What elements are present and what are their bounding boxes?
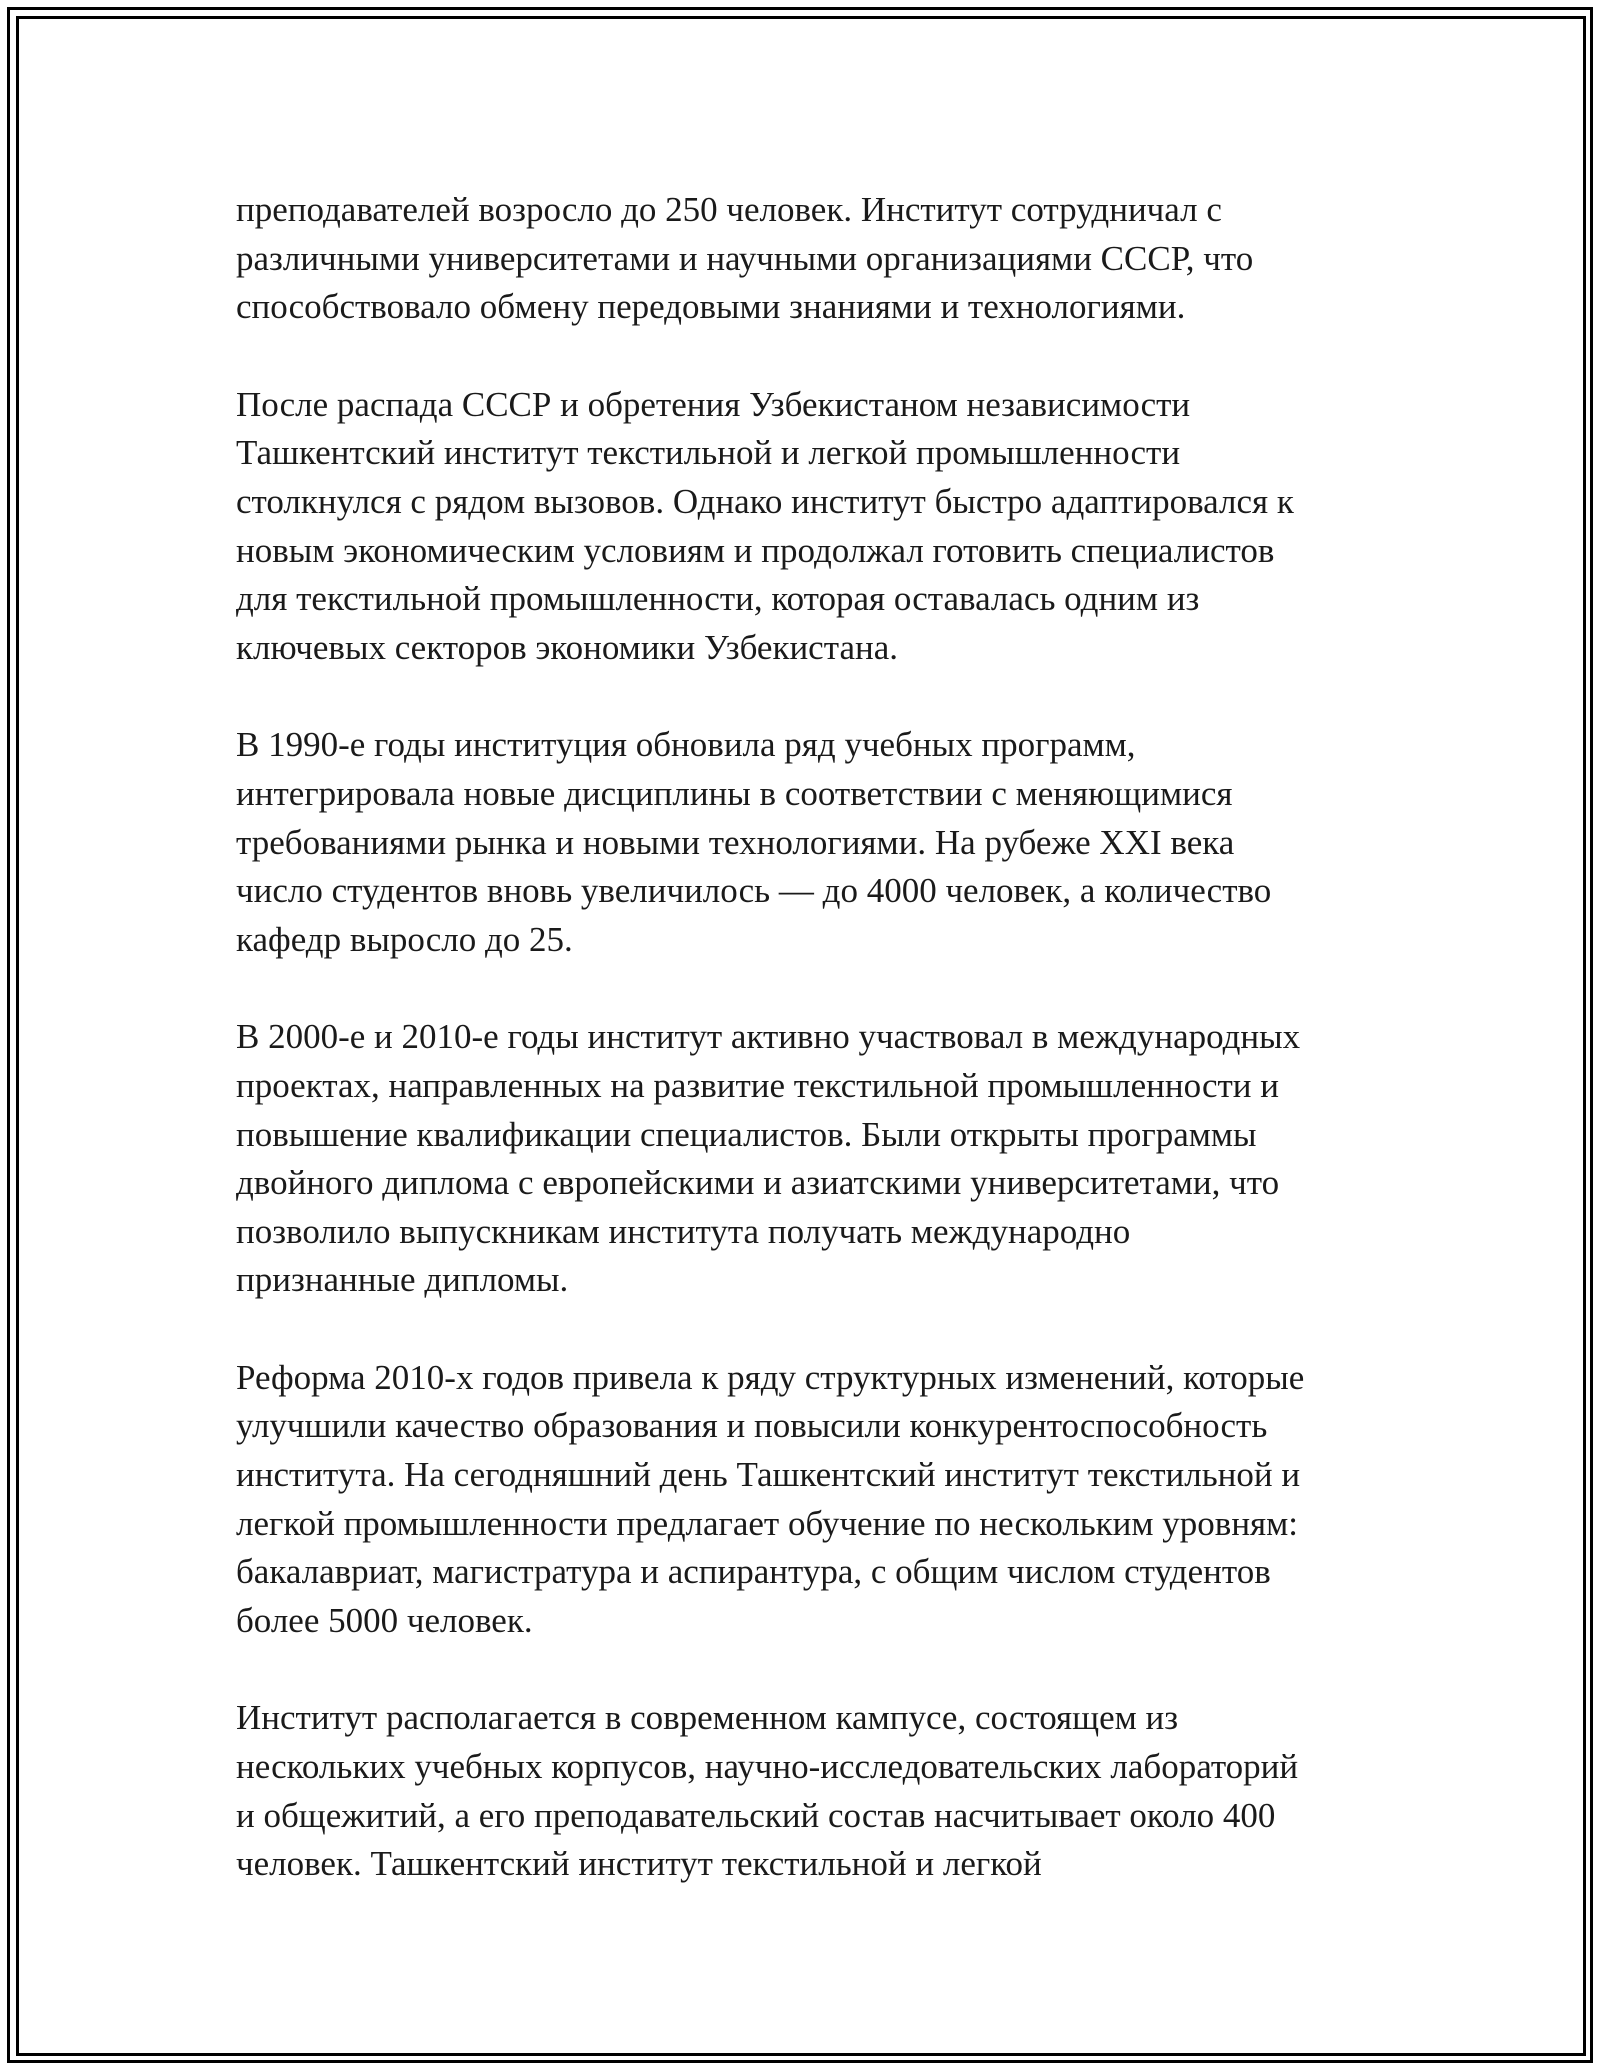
text-line: новым экономическим условиям и продолжал готовить специалистов	[236, 530, 1275, 570]
paragraph-4	[236, 1013, 1386, 1305]
text-line: для текстильной промышленности, которая оставалась одним из	[236, 579, 1200, 619]
text-line: и общежитий, а его преподавательский состав насчитывает около 400	[236, 1795, 1276, 1835]
text-line: столкнулся с рядом вызовов. Однако институт быстро адаптировался к	[236, 481, 1294, 521]
paragraph-3	[236, 721, 1386, 964]
paragraph-5	[236, 1354, 1386, 1646]
text-line: В 1990-е годы институция обновила ряд учебных программ,	[236, 725, 1136, 765]
text-line: человек. Ташкентский институт текстильной и легкой	[236, 1844, 1042, 1884]
text-line: После распада СССР и обретения Узбекистаном независимости	[236, 384, 1191, 424]
paragraph-6	[236, 1694, 1386, 1888]
text-line: В 2000-е и 2010-е годы институт активно участвовал в международных	[236, 1017, 1301, 1057]
text-line: требованиями рынка и новыми технологиями. На рубеже XXI века	[236, 822, 1235, 862]
text-line: кафедр выросло до 25.	[236, 919, 573, 959]
text-line: бакалавриат, магистратура и аспирантура, с общим числом студентов	[236, 1552, 1271, 1592]
text-line: число студентов вновь увеличилось — до 4000 человек, а количество	[236, 871, 1272, 911]
text-line: более 5000 человек.	[236, 1600, 533, 1640]
text-line: проектах, направленных на развитие текстильной промышленности и	[236, 1065, 1280, 1105]
text-line: преподавателей возросло до 250 человек. Институт сотрудничал с	[236, 190, 1222, 229]
paragraph-2	[236, 381, 1386, 673]
text-line: института. На сегодняшний день Ташкентский институт текстильной и	[236, 1455, 1301, 1495]
document-body	[236, 186, 1386, 1938]
text-line: Ташкентский институт текстильной и легкой промышленности	[236, 433, 1181, 473]
text-line: легкой промышленности предлагает обучение по нескольким уровням:	[236, 1503, 1299, 1543]
text-line: интегрировала новые дисциплины в соответствии с меняющимися	[236, 773, 1233, 813]
text-line: двойного диплома с европейскими и азиатскими университетами, что	[236, 1163, 1280, 1203]
text-line: повышение квалификации специалистов. Были открыты программы	[236, 1114, 1257, 1154]
text-line: позволило выпускникам института получать международно	[236, 1211, 1131, 1251]
paragraph-1	[236, 186, 1386, 332]
text-line: Реформа 2010-х годов привела к ряду структурных изменений, которые	[236, 1357, 1305, 1397]
text-line: признанные дипломы.	[236, 1260, 569, 1300]
text-line: ключевых секторов экономики Узбекистана.	[236, 627, 898, 667]
text-line: Институт располагается в современном кампусе, состоящем из	[236, 1698, 1179, 1738]
text-line: различными университетами и научными организациями СССР, что	[236, 238, 1254, 278]
text-line: нескольких учебных корпусов, научно-исследовательских лабораторий	[236, 1747, 1299, 1787]
text-line: улучшили качество образования и повысили конкурентоспособность	[236, 1406, 1268, 1446]
text-line: способствовало обмену передовыми знаниями и технологиями.	[236, 287, 1186, 327]
